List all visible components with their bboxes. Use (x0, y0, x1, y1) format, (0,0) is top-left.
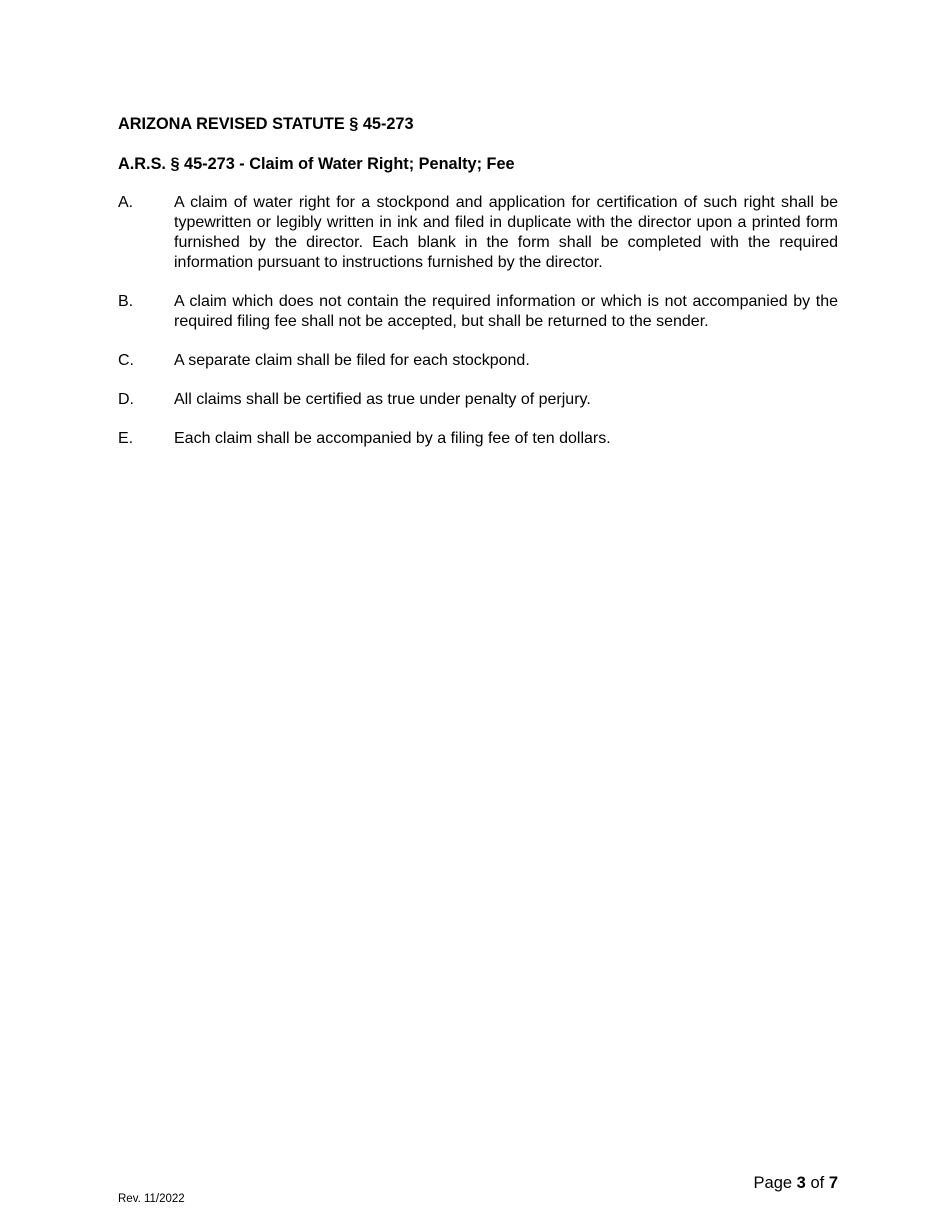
item-text: A claim which does not contain the required information or which is not accompanied by the required filing fee shall not be accepted, but shall be returned to the sender. (174, 293, 838, 330)
item-letter: D. (118, 391, 134, 408)
item-letter: E. (118, 430, 134, 447)
revision-date: Rev. 11/2022 (118, 1193, 185, 1205)
item-letter: A. (118, 194, 134, 211)
item-text: Each claim shall be accompanied by a filing fee of ten dollars. (174, 430, 611, 447)
page-number (754, 1173, 838, 1193)
page-prefix: Page (753, 1174, 793, 1192)
item-text: All claims shall be certified as true under penalty of perjury. (174, 391, 591, 408)
statute-item-list (118, 193, 838, 468)
page-total: 7 (828, 1174, 838, 1192)
statute-item-c (118, 351, 838, 371)
page-current: 3 (796, 1174, 806, 1192)
statute-item-b (118, 292, 838, 332)
item-text: A separate claim shall be filed for each stockpond. (174, 352, 530, 369)
item-letter: B. (118, 293, 134, 310)
statute-item-a (118, 193, 838, 273)
statute-title: ARIZONA REVISED STATUTE § 45-273 (118, 115, 414, 133)
item-letter: C. (118, 352, 134, 369)
statute-item-e (118, 429, 838, 449)
page-of: of (810, 1174, 825, 1192)
item-text: A claim of water right for a stockpond and application for certification of such right shall be typewritten or legibly written in ink and filed in duplicate with the director upon a printed form furnished by the director. Each blank in the form shall be completed with the required information pursuant to instructions furnished by the director. (174, 194, 838, 271)
statute-subtitle: A.R.S. § 45-273 - Claim of Water Right; Penalty; Fee (118, 155, 515, 173)
statute-item-d (118, 390, 838, 410)
